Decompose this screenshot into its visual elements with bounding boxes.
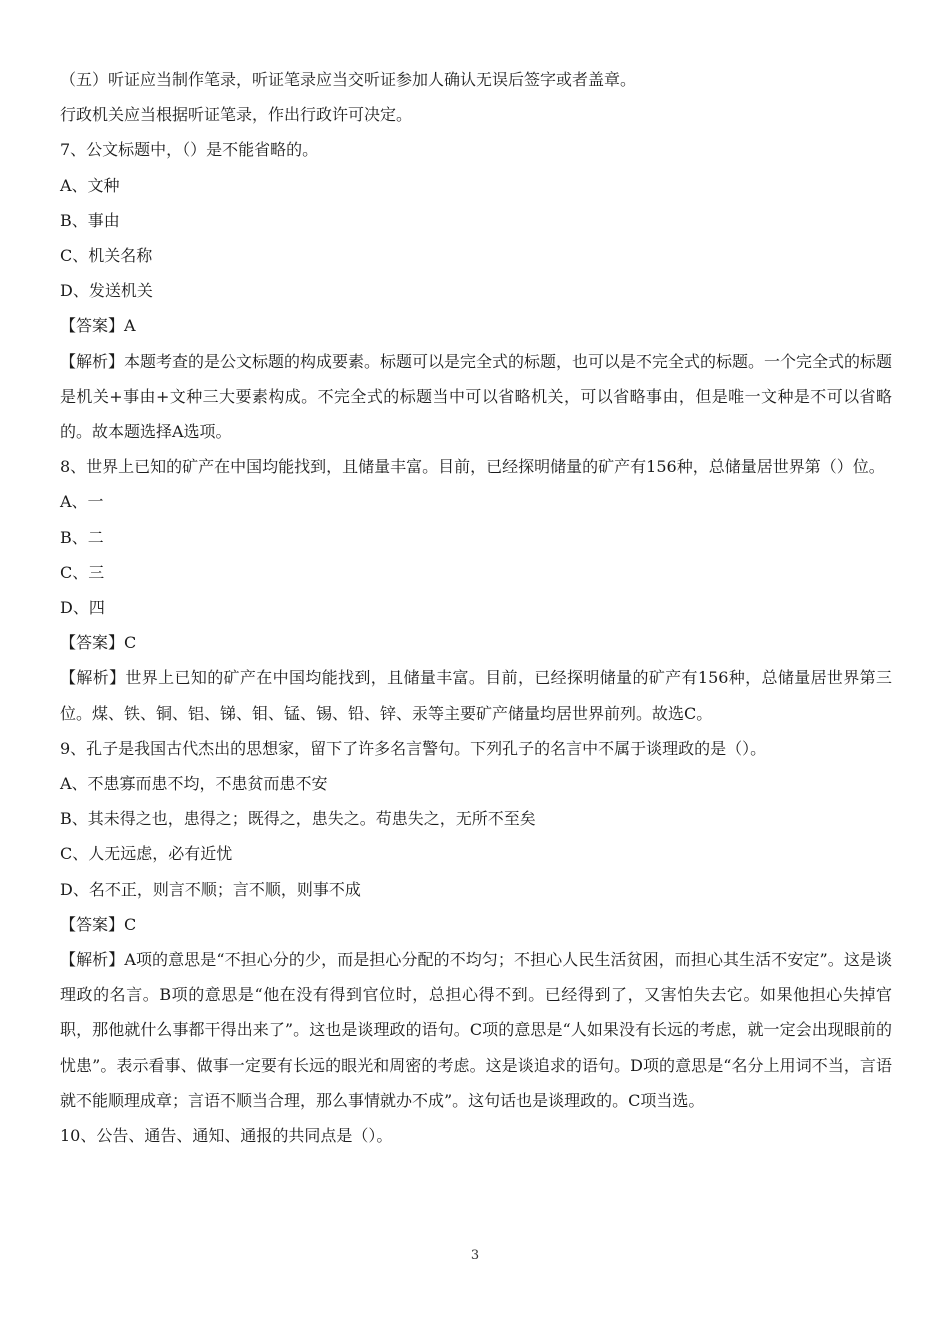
document-page (60, 62, 892, 1153)
question-7-analysis: 【解析】本题考查的是公文标题的构成要素。标题可以是完全式的标题，也可以是不完全式的标题。一个完全式的标题是机关+事由+文种三大要素构成。不完全式的标题当中可以省略机关，可以省略事由，但是唯一文种是不可以省略的。故本题选择A选项。 (60, 351, 893, 442)
question-7-option-d: D、发送机关 (60, 281, 153, 301)
question-8-option-d: D、四 (60, 598, 105, 618)
question-7-option-a: A、文种 (60, 175, 120, 195)
intro-line-2: 行政机关应当根据听证笔录，作出行政许可决定。 (60, 105, 413, 125)
question-9-analysis: 【解析】A项的意思是“不担心分的少，而是担心分配的不均匀；不担心人民生活贫困，而担心其生活不安定”。这是谈理政的名言。B项的意思是“他在没有得到官位时，总担心得不到。已经得到了，又害怕失去它。如果他担心失掉官职，那他就什么事都干得出来了”。这也是谈理政的语句。C项的意思是“人如果没有长远的考虑，就一定会出现眼前的忧患”。表示看事、做事一定要有长远的眼光和周密的考虑。这是谈追求的语句。D项的意思是“名分上用词不当，言语就不能顺理成章；言语不顺当合理，那么事情就办不成”。这句话也是谈理政的。C项当选。 (60, 950, 892, 1110)
question-8-analysis: 【解析】世界上已知的矿产在中国均能找到，且储量丰富。目前，已经探明储量的矿产有156种，总储量居世界第三位。煤、铁、铜、铝、锑、钼、锰、锡、铅、锌、汞等主要矿产储量均居世界前列。故选C。 (60, 668, 892, 723)
intro-line-1: （五）听证应当制作笔录，听证笔录应当交听证参加人确认无误后签字或者盖章。 (60, 70, 637, 89)
question-8-answer: 【答案】C (60, 633, 137, 653)
question-10-stem: 10、公告、通告、通知、通报的共同点是（）。 (60, 1126, 393, 1146)
question-7-answer: 【答案】A (60, 316, 136, 336)
question-7-stem: 7、公文标题中，（）是不能省略的。 (60, 140, 319, 160)
question-9-option-d: D、名不正，则言不顺；言不顺，则事不成 (60, 879, 361, 899)
question-9-option-a: A、不患寡而患不均，不患贫而患不安 (60, 774, 328, 794)
page-number: 3 (470, 1248, 480, 1263)
question-9-answer: 【答案】C (60, 914, 137, 934)
question-7-option-c: C、机关名称 (60, 246, 153, 266)
question-8-option-a: A、一 (60, 492, 104, 512)
question-8-option-b: B、二 (60, 527, 104, 547)
question-7-option-b: B、事由 (60, 210, 120, 230)
question-9-option-b: B、其未得之也，患得之；既得之，患失之。苟患失之，无所不至矣 (60, 809, 536, 829)
question-8-option-c: C、三 (60, 562, 105, 582)
question-9-stem: 9、孔子是我国古代杰出的思想家，留下了许多名言警句。下列孔子的名言中不属于谈理政的是（）。 (60, 738, 767, 758)
question-9-option-c: C、人无远虑，必有近忧 (60, 844, 233, 864)
question-8-stem: 8、世界上已知的矿产在中国均能找到，且储量丰富。目前，已经探明储量的矿产有156种，总储量居世界第（）位。 (60, 457, 885, 477)
